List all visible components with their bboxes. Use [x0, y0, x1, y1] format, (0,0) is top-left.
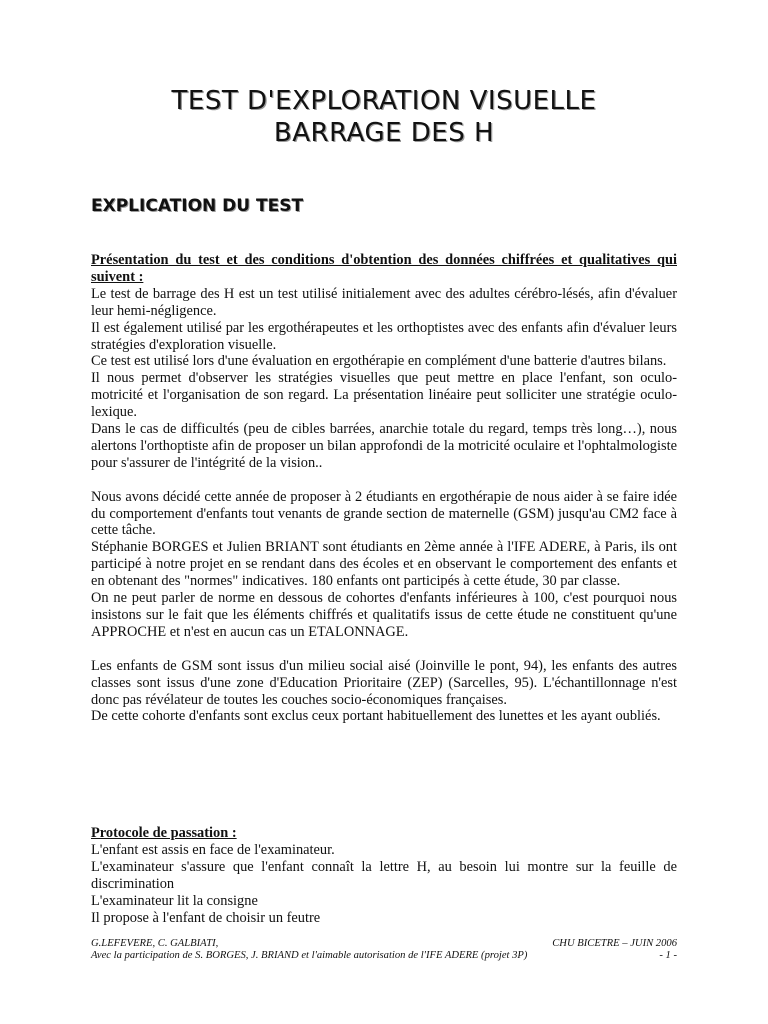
paragraph: Stéphanie BORGES et Julien BRIANT sont étudiants en 2ème année à l'IFE ADERE, à Paris, ils ont participé à notre projet en se rendant dans des écoles et en observant le comportement des enfants et en obtenant des "normes" indicatives. 180 enfants ont participés à cette étude, 30 par classe. — [91, 539, 677, 590]
paragraph: L'examinateur lit la consigne — [91, 892, 258, 909]
footer-place-date: CHU BICETRE – JUIN 2006 — [552, 938, 677, 949]
paragraph: Dans le cas de difficultés (peu de cibles barrées, anarchie totale du regard, temps très long…), nous alertons l'orthoptiste afin de proposer un bilan approfondi de la motricité oculaire et l'ophtalmologiste pour s'assurer de l'intégrité de la vision.. — [91, 421, 677, 471]
document-title-line-1: TEST D'EXPLORATION VISUELLE — [171, 86, 597, 116]
paragraph: Ce test est utilisé lors d'une évaluation en ergothérapie en complément d'une batterie d'autres bilans. — [91, 353, 667, 370]
presentation-section — [91, 252, 677, 725]
paragraph: Il propose à l'enfant de choisir un feutre — [91, 909, 321, 926]
document-title-line-2: BARRAGE DES H — [273, 118, 495, 148]
footer-authors: G.LEFEVERE, C. GALBIATI, — [91, 938, 219, 949]
paragraph: On ne peut parler de norme en dessous de cohortes d'enfants inférieures à 100, c'est pourquoi nous insistons sur le fait que les éléments chiffrés et qualitatifs issus de cette étude ne constituent qu'une APPROCHE et n'est en aucun cas un ETALONNAGE. — [91, 590, 677, 640]
paragraph: Il est également utilisé par les ergothérapeutes et les orthoptistes avec des enfants afin d'évaluer leurs stratégies d'exploration visuelle. — [91, 319, 677, 353]
page-number: - 1 - — [659, 950, 677, 961]
paragraph: Il nous permet d'observer les stratégies visuelles que peut mettre en place l'enfant, son oculo-motricité et l'organisation de son regard. La présentation linéaire peut solliciter une stratégie oculo-lexique. — [91, 370, 677, 421]
protocol-section — [91, 825, 677, 926]
section-heading: EXPLICATION DU TEST — [91, 196, 304, 216]
page-footer — [91, 938, 677, 962]
paragraph: Le test de barrage des H est un test utilisé initialement avec des adultes cérébro-lésés, afin d'évaluer leur hemi-négligence. — [91, 285, 677, 319]
paragraph: L'enfant est assis en face de l'examinateur. — [91, 841, 335, 858]
paragraph: De cette cohorte d'enfants sont exclus ceux portant habituellement des lunettes et les ayant oubliés. — [91, 708, 661, 725]
presentation-title: Présentation du test et des conditions d'obtention des données chiffrées et qualitatives qui suivent : — [91, 252, 677, 285]
paragraph: Nous avons décidé cette année de proposer à 2 étudiants en ergothérapie de nous aider à se faire idée du comportement d'enfants tout venants de grande section de maternelle (GSM) jusqu'au CM2 face à cette tâche. — [91, 488, 677, 539]
protocol-title: Protocole de passation : — [91, 825, 237, 841]
paragraph: L'examinateur s'assure que l'enfant connaît la lettre H, au besoin lui montre sur la feuille de discrimination — [91, 858, 677, 892]
paragraph: Les enfants de GSM sont issus d'un milieu social aisé (Joinville le pont, 94), les enfants des autres classes sont issus d'une zone d'Education Prioritaire (ZEP) (Sarcelles, 95). L'échantillonnage n'est donc pas révélateur de toutes les couches socio-économiques françaises. — [91, 657, 677, 708]
footer-credits: Avec la participation de S. BORGES, J. BRIAND et l'aimable autorisation de l'IFE ADERE (projet 3P) — [91, 950, 528, 961]
